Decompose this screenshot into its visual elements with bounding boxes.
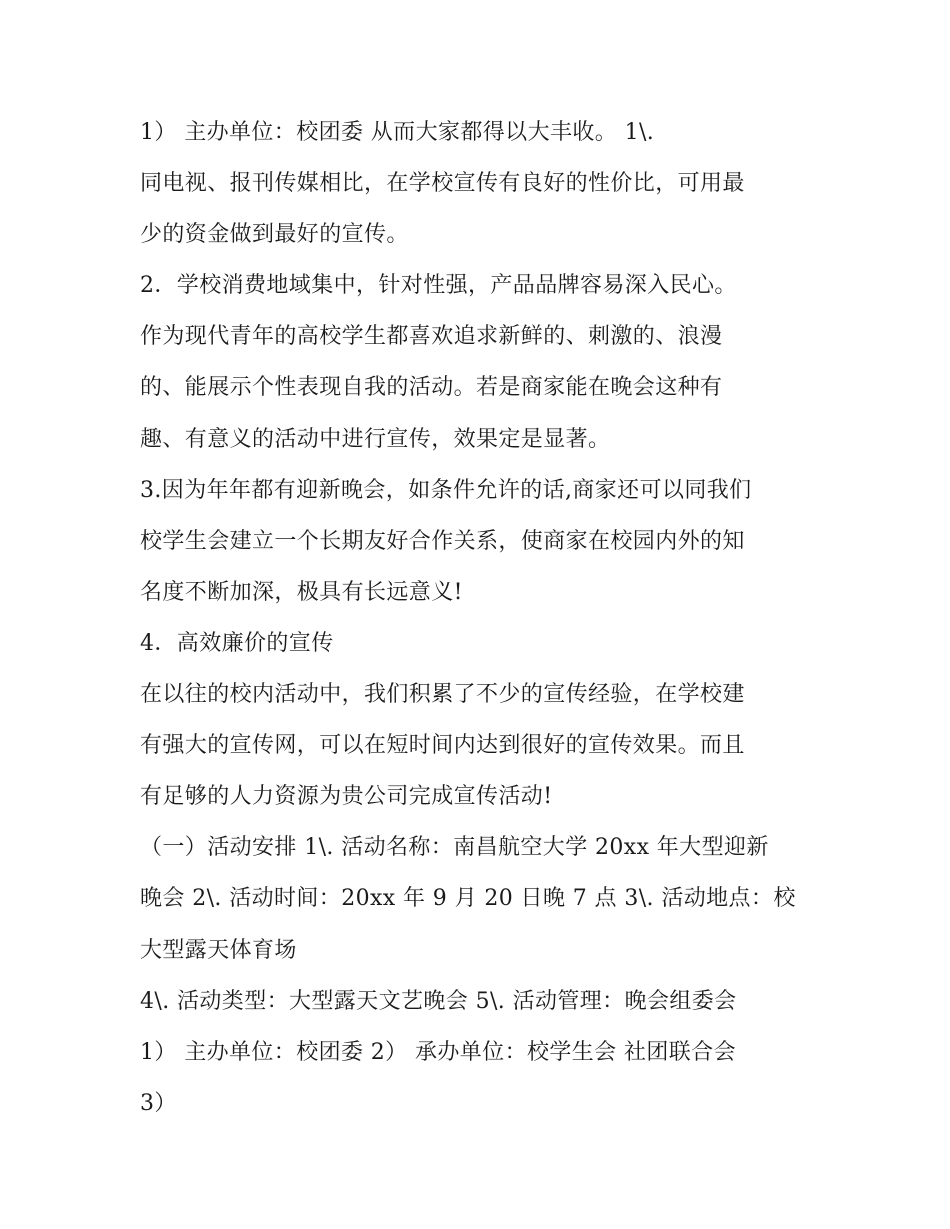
text-line: 晚会 2\. 活动时间：20xx 年 9 月 20 日晚 7 点 3\. 活动地点：校 — [140, 886, 796, 912]
text-line: 1） 主办单位：校团委 从而大家都得以大丰收。 1\. — [140, 120, 655, 145]
text-line: 名度不断加深，极具有长远意义! — [140, 579, 463, 605]
text-line: 有足够的人力资源为贵公司完成宣传活动! — [140, 784, 553, 810]
text-line: 大型露天体育场 — [140, 937, 297, 963]
text-line: 少的资金做到最好的宣传。 — [140, 222, 409, 248]
text-line: （一）活动安排 1\. 活动名称：南昌航空大学 20xx 年大型迎新 — [140, 835, 769, 861]
text-line: 3.因为年年都有迎新晚会，如条件允许的话,商家还可以同我们 — [140, 477, 752, 503]
text-line: 有强大的宣传网，可以在短时间内达到很好的宣传效果。而且 — [140, 733, 745, 759]
text-line: 4\. 活动类型：大型露天文艺晚会 5\. 活动管理：晚会组委会 — [140, 988, 737, 1014]
text-line: 同电视、报刊传媒相比，在学校宣传有良好的性价比，可用最 — [140, 171, 745, 197]
text-line: 3） — [140, 1090, 177, 1116]
text-line: 的、能展示个性表现自我的活动。若是商家能在晚会这种有 — [140, 375, 723, 401]
text-line: 作为现代青年的高校学生都喜欢追求新鲜的、刺激的、浪漫 — [140, 324, 723, 350]
text-line: 在以往的校内活动中，我们积累了不少的宣传经验，在学校建 — [140, 682, 745, 708]
document-body — [140, 107, 830, 1129]
text-line: 趣、有意义的活动中进行宣传，效果定是显著。 — [140, 426, 611, 452]
text-line: 1） 主办单位：校团委 2） 承办单位：校学生会 社团联合会 — [140, 1039, 736, 1065]
section-heading: 4．高效廉价的宣传 — [140, 630, 334, 656]
text-line: 校学生会建立一个长期友好合作关系，使商家在校园内外的知 — [140, 528, 745, 554]
text-line: 2．学校消费地域集中，针对性强，产品品牌容易深入民心。 — [140, 273, 737, 299]
